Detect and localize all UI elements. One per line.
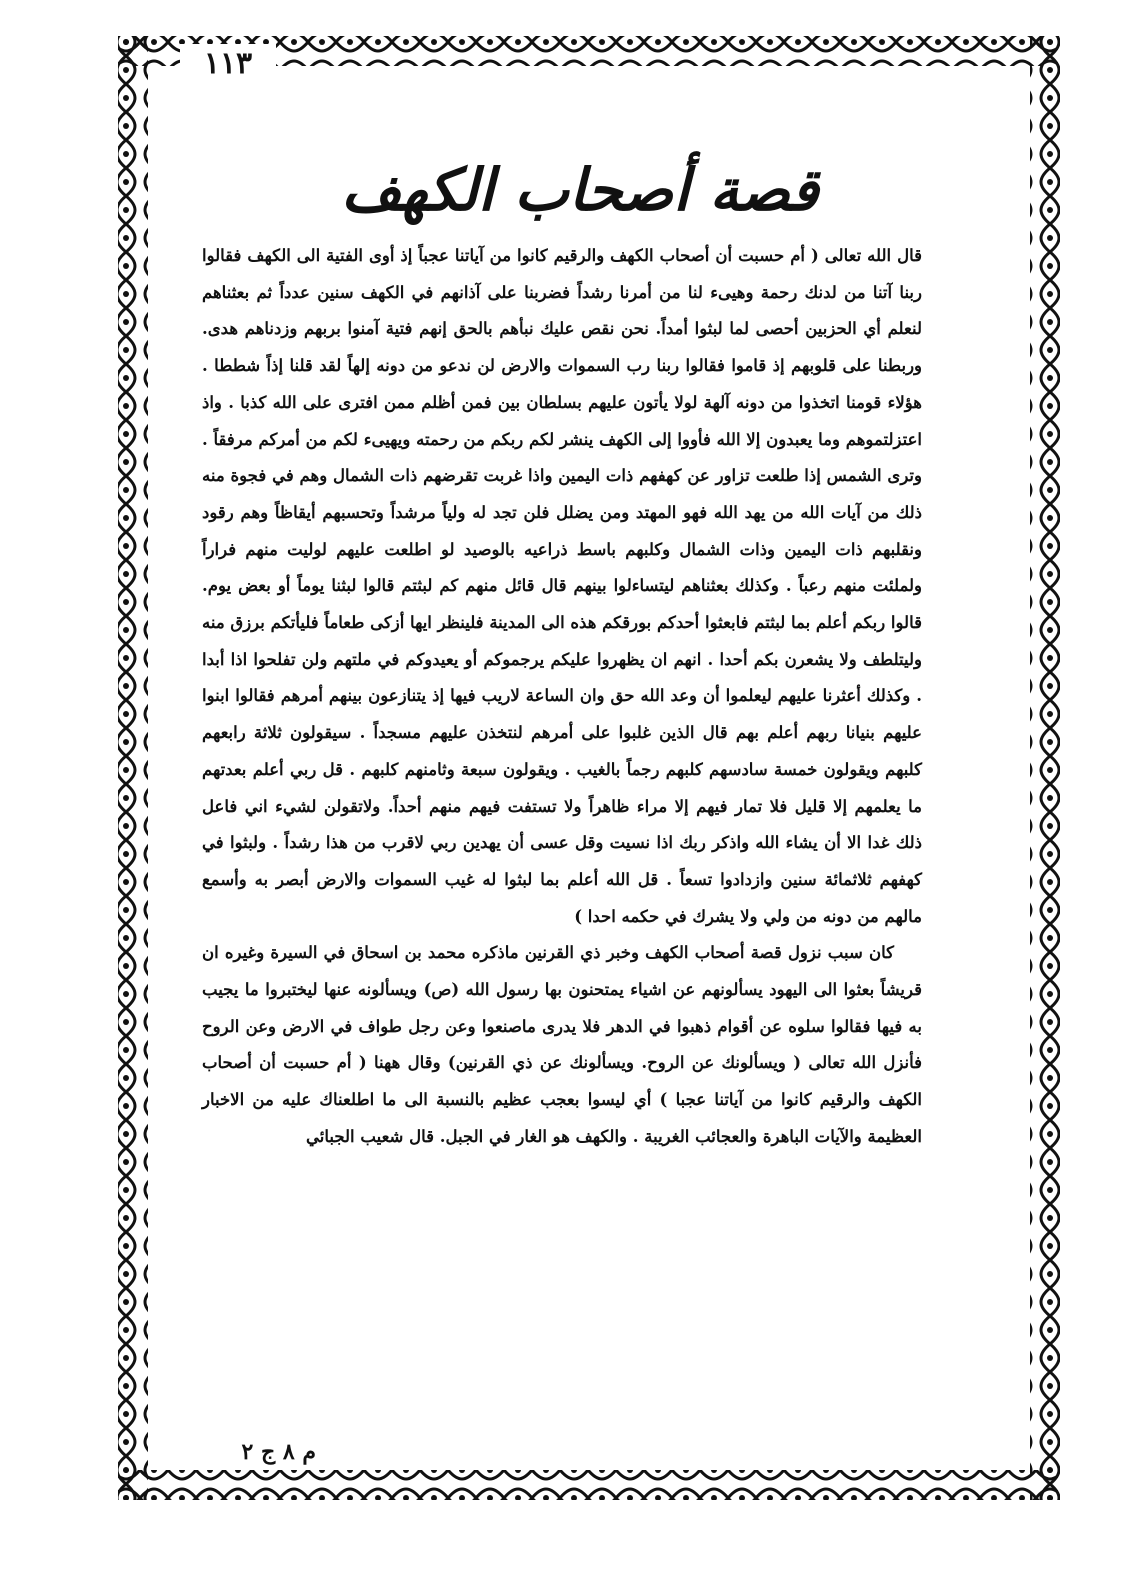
printer-signature: م ٨ ج ٢ xyxy=(241,1439,316,1465)
paragraph-quran-verses: قال الله تعالى ( أم حسبت أن أصحاب الكهف والرقيم كانوا من آياتنا عجباً إذ أوى الفتية الى الكهف فقالوا ربنا آتنا من لدنك رحمة وهيىء لنا من أمرنا رشداً فضربنا على آذانهم في الكهف سنين عدداً ثم بعثناهم لنعلم أي الحزبين أحصى لما لبثوا أمداً. نحن نقص عليك نبأهم بالحق إنهم فتية آمنوا بربهم وزدناهم هدى. وربطنا على قلوبهم إذ قاموا فقالوا ربنا رب السموات والارض لن ندعو من دونه إلهاً لقد قلنا إذاً شططا . هؤلاء قومنا اتخذوا من دونه آلهة لولا يأتون عليهم بسلطان بين فمن أظلم ممن افترى على الله كذبا . واذ اعتزلتموهم وما يعبدون إلا الله فأووا إلى الكهف ينشر لكم ربكم من رحمته ويهيىء لكم من أمركم مرفقاً . وترى الشمس إذا طلعت تزاور عن كهفهم ذات اليمين واذا غربت تقرضهم ذات الشمال وهم في فجوة منه ذلك من آيات الله من يهد الله فهو المهتد ومن يضلل فلن تجد له ولياً مرشداً وتحسبهم أيقاظاً وهم رقود ونقلبهم ذات اليمين وذات الشمال وكلبهم باسط ذراعيه بالوصيد لو اطلعت عليهم لوليت منهم فراراً ولملئت منهم رعباً . وكذلك بعثناهم ليتساءلوا بينهم قال قائل منهم كم لبثتم قالوا لبثنا يوماً أو بعض يوم. قالوا ربكم أعلم بما لبثتم فابعثوا أحدكم بورقكم هذه الى المدينة فلينظر ايها أزكى طعاماً فليأتكم برزق منه وليتلطف ولا يشعرن بكم أحدا . انهم ان يظهروا عليكم يرجموكم أو يعيدوكم في ملتهم ولن تفلحوا اذا أبدا . وكذلك أعثرنا عليهم ليعلموا أن وعد الله حق وان الساعة لاريب فيها إذ يتنازعون بينهم أمرهم فقالوا ابنوا عليهم بنيانا ربهم أعلم بهم قال الذين غلبوا على أمرهم لنتخذن عليهم مسجداً . سيقولون ثلاثة رابعهم كلبهم ويقولون خمسة سادسهم كلبهم رجماً بالغيب . ويقولون سبعة وثامنهم كلبهم . قل ربي أعلم بعدتهم ما يعلمهم إلا قليل فلا تمار فيهم إلا مراء ظاهراً ولا تستفت فيهم منهم أحداً. ولاتقولن لشيء اني فاعل ذلك غدا الا أن يشاء الله واذكر ربك اذا نسيت وقل عسى أن يهدين ربي لاقرب من هذا رشداً . ولبثوا في كهفهم ثلاثمائة سنين وازدادوا تسعاً . قل الله أعلم بما لبثوا له غيب السموات والارض أبصر به وأسمع مالهم من دونه من ولي ولا يشرك في حكمه احدا ) xyxy=(202,246,922,926)
body-text xyxy=(202,238,922,1156)
page-title: قصة أصحاب الكهف xyxy=(341,156,819,224)
paragraph-commentary: كان سبب نزول قصة أصحاب الكهف وخبر ذي القرنين ماذكره محمد بن اسحاق في السيرة وغيره ان قريشاً بعثوا الى اليهود يسألونهم عن اشياء يمتحنون بها رسول الله (ص) ويسألونه عنها ليختبروا ما يجيب به فيها فقالوا سلوه عن أقوام ذهبوا في الدهر فلا يدرى ماصنعوا وعن رجل طواف في الارض وعن الروح فأنزل الله تعالى ( ويسألونك عن الروح. ويسألونك عن ذي القرنين) وقال ههنا ( أم حسبت أن أصحاب الكهف والرقيم كانوا من آياتنا عجبا ) أي ليسوا بعجب عظيم بالنسبة الى ما اطلعناك عليه من الاخبار العظيمة والآيات الباهرة والعجائب الغريبة . والكهف هو الغار في الجبل. قال شعيب الجبائي xyxy=(202,943,922,1146)
page-number: ١١٣ xyxy=(180,44,276,84)
